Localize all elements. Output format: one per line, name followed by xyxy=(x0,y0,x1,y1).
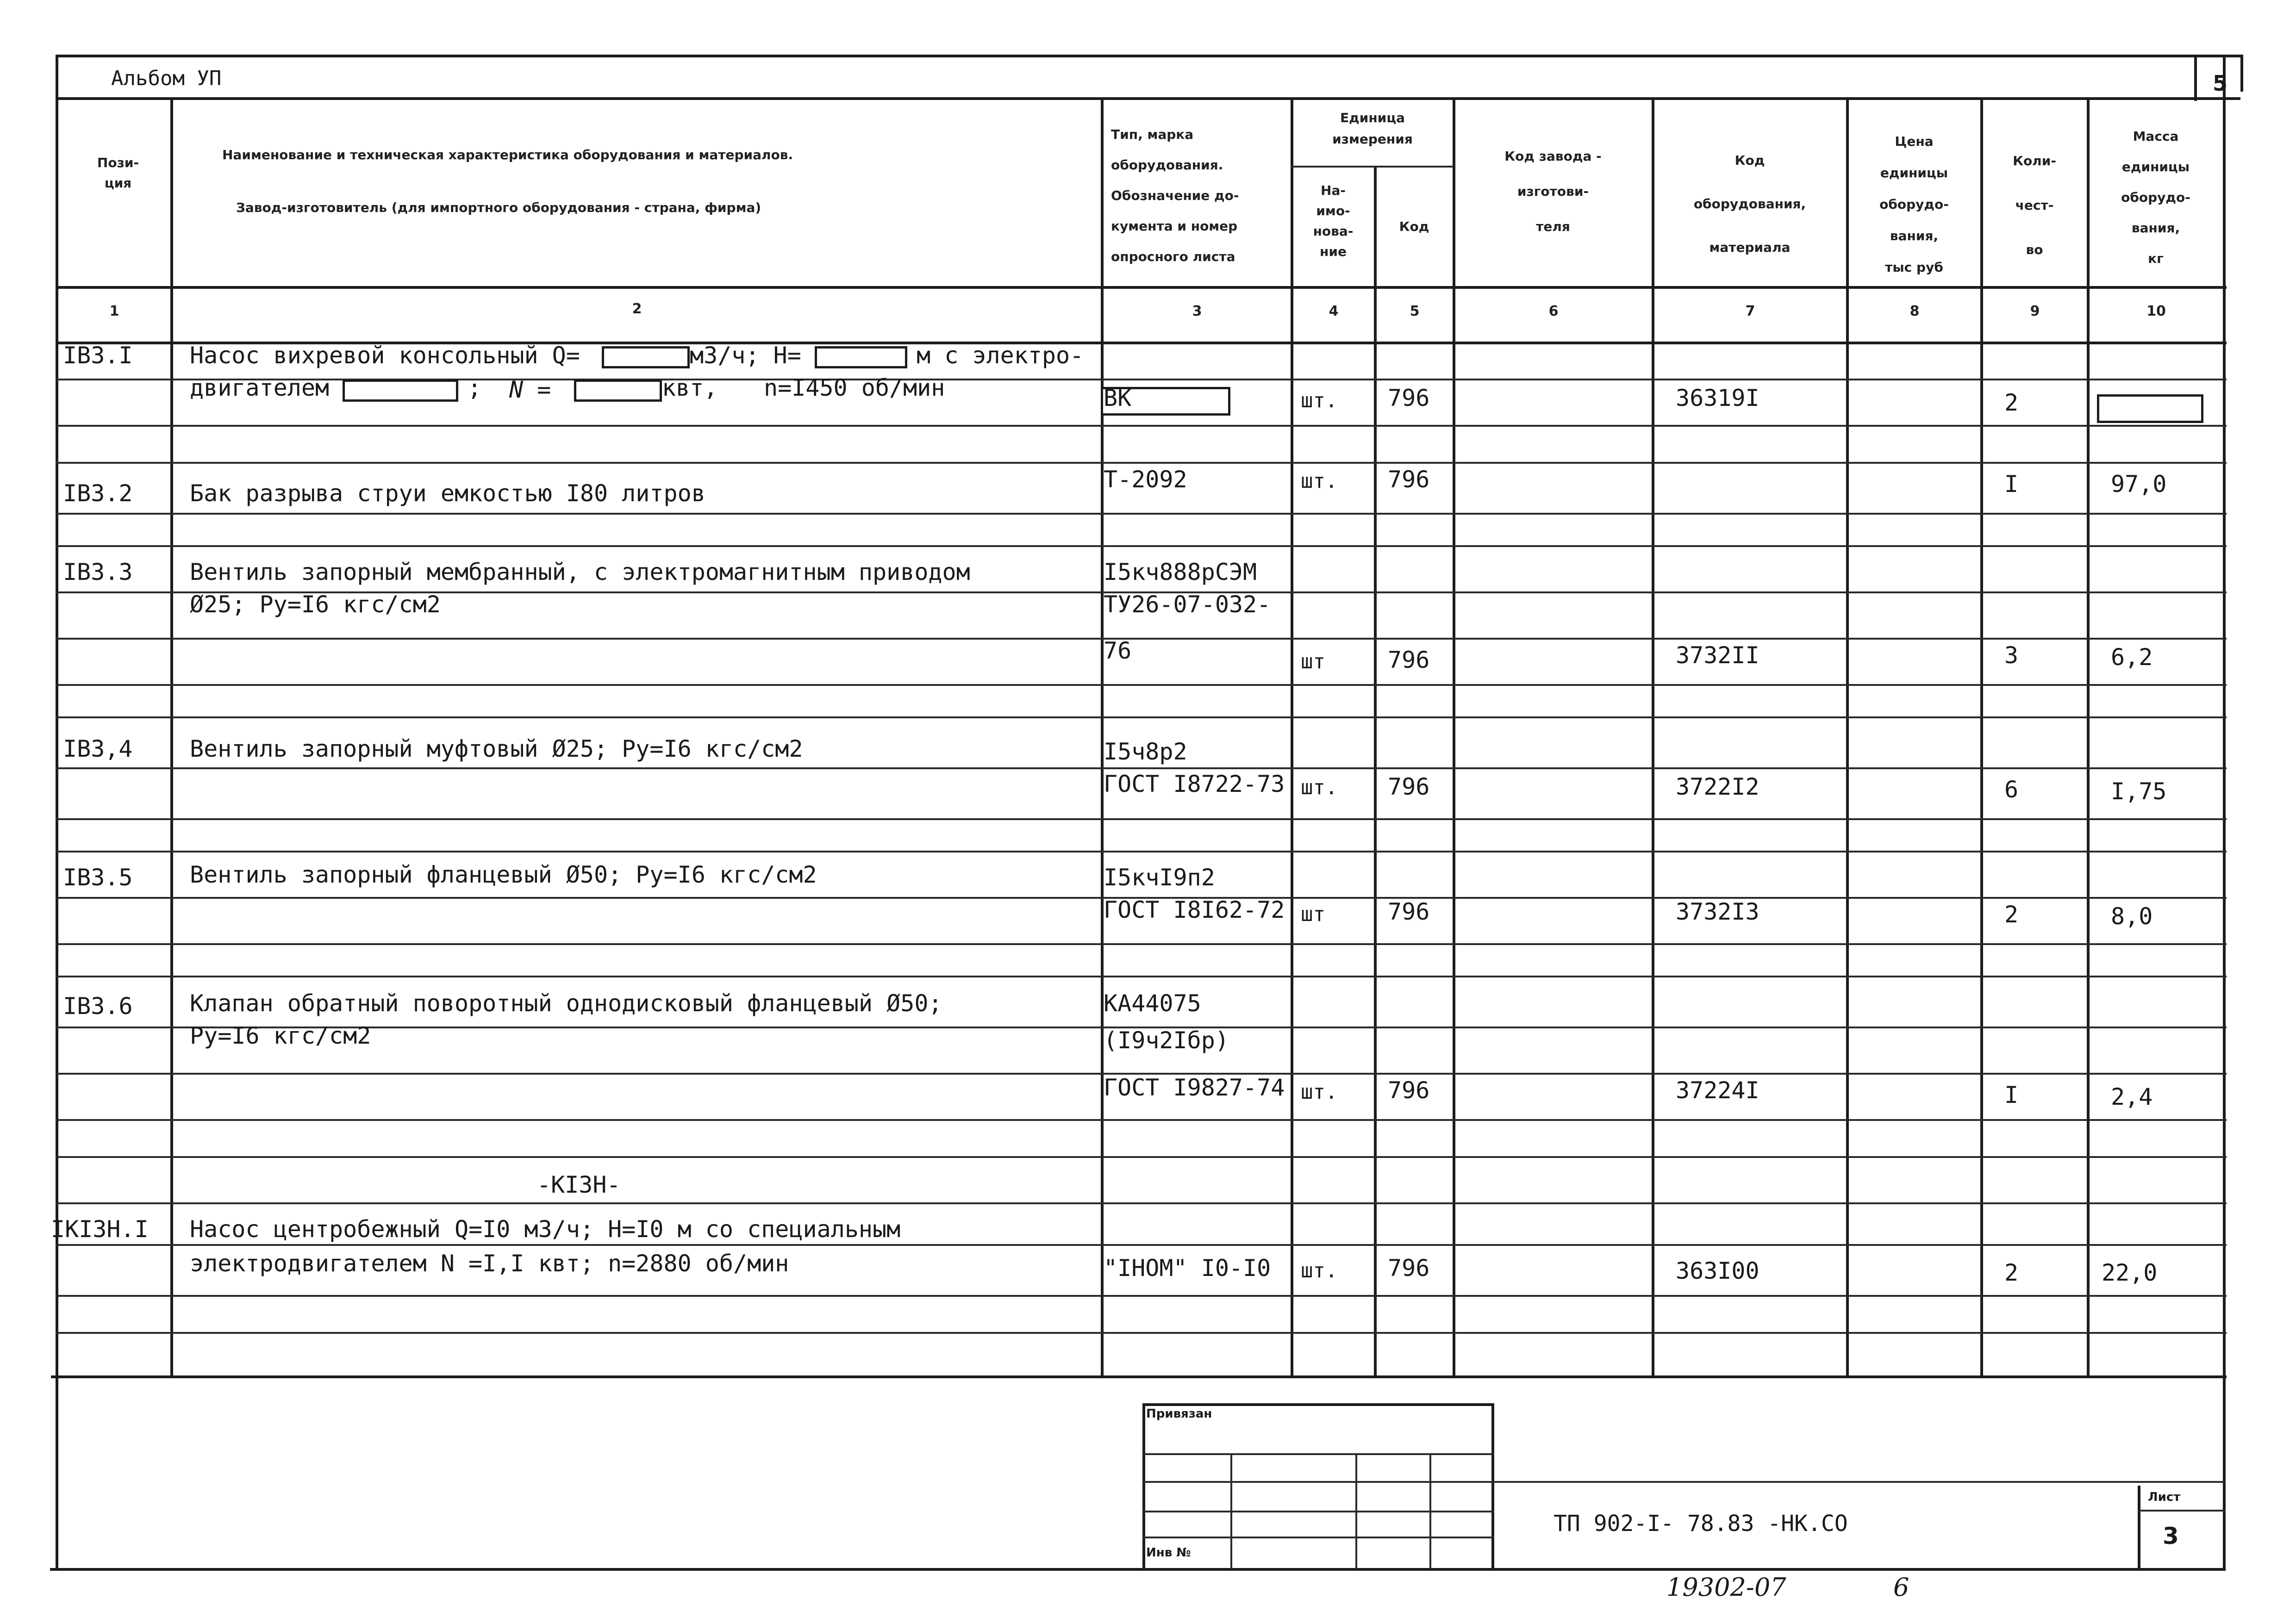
row7-position: IKI3Н.I xyxy=(51,1216,149,1243)
row6-position: IB3.6 xyxy=(63,993,133,1020)
header-type-4: кумента и номер xyxy=(1111,218,1238,234)
row6-code: 796 xyxy=(1388,1077,1430,1104)
header-qty-2: чест- xyxy=(2015,198,2054,213)
header-price-1: Цена xyxy=(1895,134,1934,149)
header-price-5: тыс руб xyxy=(1885,260,1943,275)
row2-name: Бак разрыва струи емкостью I80 литров xyxy=(190,480,705,507)
header-pos-2: ция xyxy=(104,175,132,191)
header-mass-5: кг xyxy=(2148,251,2164,266)
header-qty-3: во xyxy=(2026,242,2043,257)
col-num-7: 7 xyxy=(1745,303,1755,319)
stamp-inv: Инв № xyxy=(1146,1546,1191,1560)
row7-name-2: электродвигателем N =I,I квт; n=2880 об/мин xyxy=(190,1250,789,1277)
header-qty-1: Коли- xyxy=(2013,153,2056,168)
header-eqcode-3: материала xyxy=(1709,240,1791,255)
header-mass-1: Масса xyxy=(2133,129,2179,144)
row4-position: IB3,4 xyxy=(63,735,133,762)
row7-eqcode: 363I00 xyxy=(1676,1257,1759,1284)
header-name-line2: Завод-изготовитель (для импортного оборудования - страна, фирма) xyxy=(236,200,761,215)
row2-mass: 97,0 xyxy=(2111,471,2167,498)
row3-eqcode: 3732II xyxy=(1676,642,1759,669)
row4-type-1: I5ч8р2 xyxy=(1104,738,1187,765)
row1-name-e: ; xyxy=(468,374,482,401)
row7-type: "IНОМ" I0-I0 xyxy=(1104,1255,1271,1282)
header-plant-1: Код завода - xyxy=(1504,149,1602,164)
header-name-line1: Наименование и техническая характеристика оборудования и материалов. xyxy=(222,147,793,162)
row2-position: IB3.2 xyxy=(63,480,133,507)
row1-name-h: n=I450 об/мин xyxy=(764,374,945,401)
row5-qty: 2 xyxy=(2004,901,2019,928)
sheet-number: 3 xyxy=(2163,1523,2179,1549)
col-num-4: 4 xyxy=(1329,303,1339,319)
album-label: Альбом УП xyxy=(111,67,222,90)
header-unitname-1: На- xyxy=(1321,183,1346,198)
col-num-10: 10 xyxy=(2146,303,2166,319)
col-num-2: 2 xyxy=(632,301,642,317)
row3-name-2: Ø25; Ру=I6 кгс/см2 xyxy=(190,591,441,618)
row6-eqcode: 37224I xyxy=(1676,1077,1759,1104)
row7-mass: 22,0 xyxy=(2102,1259,2158,1286)
row1-type: ВК xyxy=(1104,385,1132,411)
header-unitname-4: ние xyxy=(1320,244,1347,259)
row2-unit: шт. xyxy=(1301,469,1338,493)
row2-qty: I xyxy=(2004,471,2019,498)
row5-name: Вентиль запорный фланцевый Ø50; Ру=I6 кгс/см2 xyxy=(190,861,817,888)
header-unitcode: Код xyxy=(1399,219,1429,234)
header-type-5: опросного листа xyxy=(1111,249,1235,264)
col-num-6: 6 xyxy=(1548,303,1559,319)
row6-type-2: (I9ч2Iбр) xyxy=(1104,1027,1229,1054)
row7-name-1: Насос центробежный Q=I0 м3/ч; Н=I0 м со специальным xyxy=(190,1216,901,1243)
row3-code: 796 xyxy=(1388,647,1430,673)
header-price-4: вания, xyxy=(1890,228,1939,243)
row1-power-field[interactable] xyxy=(574,380,662,402)
row1-q-field[interactable] xyxy=(602,346,690,368)
row3-mass: 6,2 xyxy=(2111,644,2153,671)
col-num-3: 3 xyxy=(1192,303,1202,319)
row1-mass-field[interactable] xyxy=(2097,394,2203,423)
row5-type-2: ГОСТ I8I62-72 xyxy=(1104,896,1285,923)
stamp-privyazan: Привязан xyxy=(1146,1407,1212,1421)
row6-unit: шт. xyxy=(1301,1080,1338,1104)
page-corner-number: 5 xyxy=(2213,71,2228,96)
row4-mass: I,75 xyxy=(2111,778,2167,805)
bottom-note-left: 19302-07 xyxy=(1666,1573,1786,1602)
row1-h-field[interactable] xyxy=(815,346,907,368)
row3-unit: шт xyxy=(1301,650,1325,673)
row7-qty: 2 xyxy=(2004,1259,2019,1286)
header-mass-2: единицы xyxy=(2121,159,2190,174)
row7-unit: шт. xyxy=(1301,1259,1338,1282)
row3-position: IB3.3 xyxy=(63,559,133,585)
header-type-1: Тип, марка xyxy=(1111,127,1194,142)
header-plant-3: теля xyxy=(1536,219,1570,234)
row5-mass: 8,0 xyxy=(2111,903,2153,930)
row1-name-c: м с электро- xyxy=(917,342,1084,369)
row7-code: 796 xyxy=(1388,1255,1430,1282)
row2-type: Т-2092 xyxy=(1104,466,1187,493)
col-num-9: 9 xyxy=(2030,303,2040,319)
row1-name-b: м3/ч; Н= xyxy=(690,342,801,369)
row1-motor-field[interactable] xyxy=(343,380,458,402)
row5-type-1: I5кчI9п2 xyxy=(1104,864,1215,891)
row1-unit: шт. xyxy=(1301,389,1338,412)
row6-type-3: ГОСТ I9827-74 xyxy=(1104,1074,1285,1101)
row6-qty: I xyxy=(2004,1082,2019,1108)
doc-code: ТП 902-I- 78.83 -НК.СО xyxy=(1554,1511,1848,1537)
row1-name-f: N = xyxy=(509,376,551,403)
header-eqcode-1: Код xyxy=(1734,153,1765,168)
row3-type-3: 76 xyxy=(1104,637,1132,664)
row3-type-2: ТУ26-07-032- xyxy=(1104,591,1271,618)
header-mass-4: вания, xyxy=(2131,220,2180,236)
row6-name-1: Клапан обратный поворотный однодисковый фланцевый Ø50; xyxy=(190,990,942,1017)
row6-mass: 2,4 xyxy=(2111,1083,2153,1110)
header-price-2: единицы xyxy=(1880,165,1948,180)
header-eqcode-2: оборудования, xyxy=(1693,196,1806,212)
row1-eqcode: 36319I xyxy=(1676,385,1759,411)
row5-eqcode: 3732I3 xyxy=(1676,898,1759,925)
row1-qty: 2 xyxy=(2004,389,2019,416)
col-num-8: 8 xyxy=(1909,303,1920,319)
header-type-2: оборудования. xyxy=(1111,157,1223,173)
row1-name-d: двигателем xyxy=(190,374,330,401)
bottom-note-right: 6 xyxy=(1893,1573,1909,1602)
row5-position: IB3.5 xyxy=(63,864,133,891)
col-num-5: 5 xyxy=(1410,303,1420,319)
header-type-3: Обозначение до- xyxy=(1111,188,1239,203)
row1-position: IB3.I xyxy=(63,342,133,369)
header-unit-1: Единица xyxy=(1340,110,1405,125)
row3-name-1: Вентиль запорный мембранный, с электромагнитным приводом xyxy=(190,559,970,585)
row2-code: 796 xyxy=(1388,466,1430,493)
row1-name-a: Насос вихревой консольный Q= xyxy=(190,342,580,369)
row6-type-1: КА44075 xyxy=(1104,990,1201,1017)
row1-name-g: квт, xyxy=(662,374,718,401)
row4-name: Вентиль запорный муфтовый Ø25; Ру=I6 кгс/см2 xyxy=(190,735,803,762)
row5-unit: шт xyxy=(1301,902,1325,926)
row4-code: 796 xyxy=(1388,773,1430,800)
header-price-3: оборудо- xyxy=(1879,197,1949,212)
row3-type-1: I5кч888рСЭМ xyxy=(1104,559,1257,585)
section-label: -KI3Н- xyxy=(537,1171,621,1198)
row6-name-2: Ру=I6 кгс/см2 xyxy=(190,1022,371,1049)
header-pos-1: Пози- xyxy=(97,155,139,170)
row4-type-2: ГОСТ I8722-73 xyxy=(1104,771,1285,797)
header-plant-2: изготови- xyxy=(1517,184,1589,199)
header-mass-3: оборудо- xyxy=(2121,190,2190,205)
header-unitname-3: нова- xyxy=(1313,224,1354,239)
sheet-label: Лист xyxy=(2148,1490,2181,1504)
row4-eqcode: 3722I2 xyxy=(1676,773,1759,800)
row4-unit: шт. xyxy=(1301,776,1338,799)
row5-code: 796 xyxy=(1388,898,1430,925)
row3-qty: 3 xyxy=(2004,642,2019,669)
header-unit-2: измерения xyxy=(1332,131,1413,147)
header-unitname-2: имо- xyxy=(1316,203,1350,218)
col-num-1: 1 xyxy=(109,303,119,319)
row4-qty: 6 xyxy=(2004,776,2019,803)
row1-code: 796 xyxy=(1388,385,1430,411)
